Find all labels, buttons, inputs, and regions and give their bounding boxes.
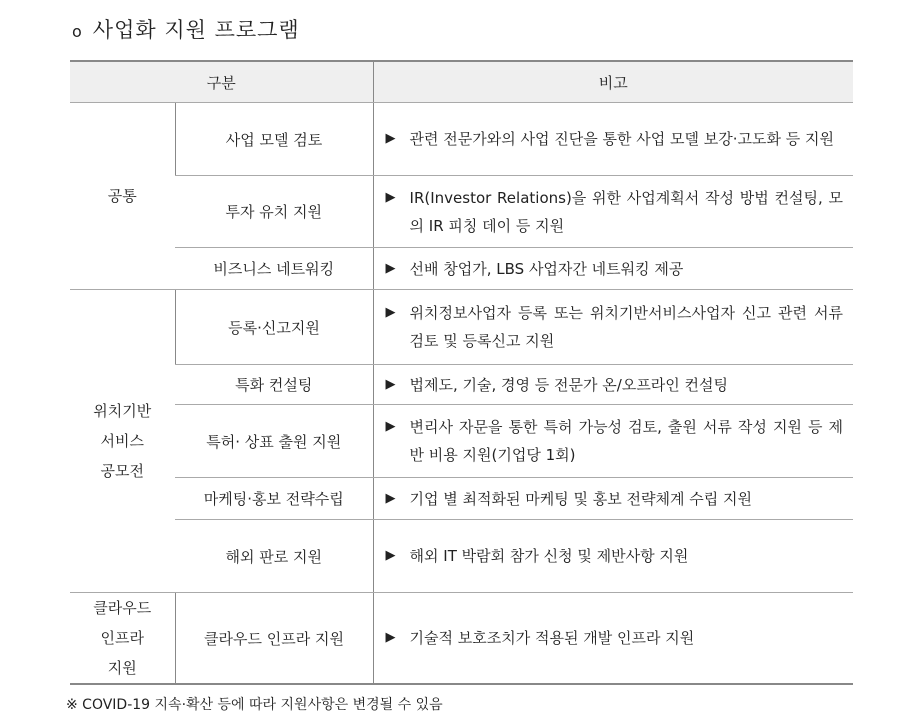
- item-cell: 특허· 상표 출원 지원: [175, 405, 373, 478]
- table-row: [70, 520, 853, 593]
- item-cell: 해외 판로 지원: [175, 520, 373, 593]
- remarks-cell: [373, 290, 853, 365]
- item-cell: 비즈니스 네트워킹: [175, 248, 373, 290]
- remarks-text: 변리사 자문을 통한 특허 가능성 검토, 출원 서류 작성 지원 등 제반 비용 지원(기업당 1회): [409, 418, 843, 464]
- remarks-text: 해외 IT 박람회 참가 신청 및 제반사항 지원: [409, 547, 689, 565]
- table-row: [70, 290, 853, 365]
- category-cell: [70, 290, 175, 593]
- arrow-bullet-icon: ▶: [385, 189, 396, 205]
- remarks-text: 기업 별 최적화된 마케팅 및 홍보 전략체계 수립 지원: [409, 489, 752, 508]
- arrow-bullet-icon: ▶: [385, 305, 396, 320]
- table-row: [70, 405, 853, 478]
- table-header-row: [70, 61, 853, 103]
- header-remarks: 비고: [373, 61, 853, 103]
- footnote: ※ COVID-19 지속·확산 등에 따라 지원사항은 변경될 수 있음: [66, 697, 443, 713]
- item-cell: 클라우드 인프라 지원: [175, 593, 373, 685]
- remarks-cell: [373, 593, 853, 685]
- item-cell: 특화 컨설팅: [175, 365, 373, 405]
- remarks-cell: [373, 248, 853, 290]
- bullet-icon: o: [72, 22, 83, 41]
- arrow-bullet-icon: ▶: [385, 490, 396, 506]
- item-cell: 마케팅·홍보 전략수립: [175, 478, 373, 520]
- remarks-cell: [373, 478, 853, 520]
- table-row: [70, 478, 853, 520]
- header-category: 구분: [70, 61, 373, 103]
- remarks-cell: [373, 176, 853, 248]
- arrow-bullet-icon: ▶: [385, 630, 396, 645]
- remarks-text: 선배 창업가, LBS 사업자간 네트워킹 제공: [409, 259, 684, 278]
- category-cell: [70, 593, 175, 685]
- arrow-bullet-icon: ▶: [385, 376, 396, 392]
- section-title-text: 사업화 지원 프로그램: [92, 18, 300, 42]
- category-cell: 공통: [70, 103, 175, 290]
- item-cell: 사업 모델 검토: [175, 103, 373, 176]
- table-row: [70, 365, 853, 405]
- table-row: [70, 103, 853, 176]
- arrow-bullet-icon: ▶: [385, 548, 396, 563]
- item-cell: 투자 유치 지원: [175, 176, 373, 248]
- remarks-text: 법제도, 기술, 경영 등 전문가 온/오프라인 컨설팅: [409, 375, 729, 394]
- remarks-text: IR(Investor Relations)을 위한 사업계획서 작성 방법 컨설팅, 모의 IR 피칭 데이 등 지원: [409, 188, 843, 235]
- remarks-cell: [373, 103, 853, 176]
- remarks-text: 위치정보사업자 등록 또는 위치기반서비스사업자 신고 관련 서류 검토 및 등록신고 지원: [409, 304, 843, 350]
- arrow-bullet-icon: ▶: [385, 419, 396, 434]
- category-line: 지원: [107, 659, 137, 677]
- remarks-text: 관련 전문가와의 사업 진단을 통한 사업 모델 보강·고도화 등 지원: [409, 130, 834, 148]
- support-program-table: [70, 60, 853, 685]
- remarks-text: 기술적 보호조치가 적용된 개발 인프라 지원: [409, 629, 695, 647]
- remarks-cell: [373, 365, 853, 405]
- category-line: 위치기반: [93, 402, 152, 420]
- section-title: [72, 14, 300, 44]
- category-line: 인프라: [100, 629, 144, 647]
- remarks-cell: [373, 520, 853, 593]
- category-line: 공모전: [100, 462, 144, 480]
- table-row: [70, 176, 853, 248]
- item-cell: 등록·신고지원: [175, 290, 373, 365]
- arrow-bullet-icon: ▶: [385, 260, 396, 276]
- category-line: 서비스: [100, 432, 144, 450]
- category-line: 클라우드: [93, 599, 152, 617]
- table-row: [70, 593, 853, 685]
- table-row: [70, 248, 853, 290]
- arrow-bullet-icon: ▶: [385, 131, 396, 146]
- remarks-cell: [373, 405, 853, 478]
